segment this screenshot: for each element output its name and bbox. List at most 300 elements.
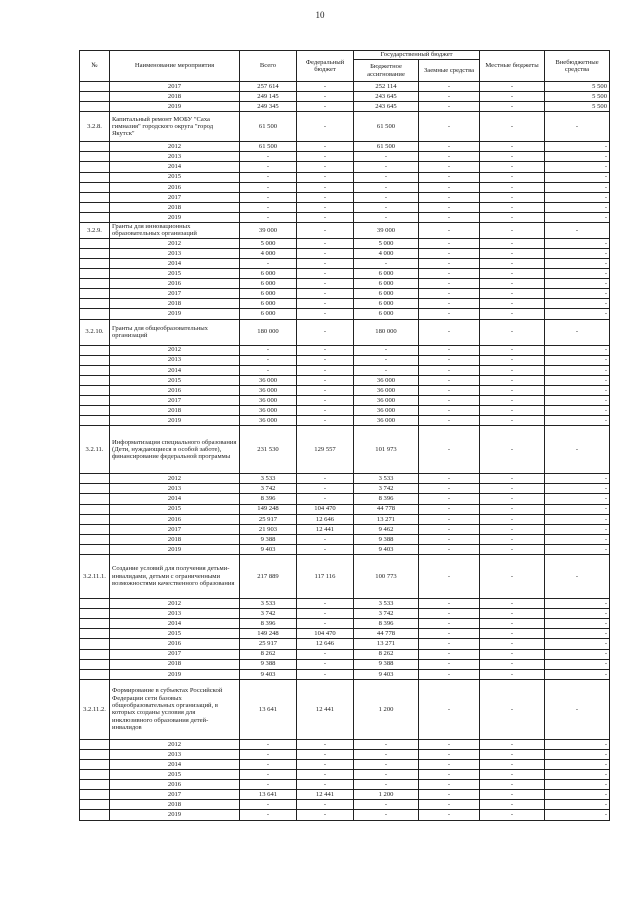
item-extra: -	[545, 679, 610, 739]
year-state-loan: -	[419, 780, 480, 790]
year-state-loan: -	[419, 162, 480, 172]
year-label: 2016	[110, 780, 240, 790]
year-extra: -	[545, 474, 610, 484]
year-total: -	[240, 212, 297, 222]
empty-num-cell	[80, 544, 110, 554]
empty-num-cell	[80, 406, 110, 416]
year-federal: -	[297, 669, 354, 679]
year-state-alloc: 61 500	[354, 142, 419, 152]
year-row	[80, 365, 610, 375]
year-state-alloc: -	[354, 345, 419, 355]
year-label: 2013	[110, 749, 240, 759]
header-total: Всего	[240, 51, 297, 82]
year-state-alloc: 36 000	[354, 396, 419, 406]
year-local: -	[480, 406, 545, 416]
year-row	[80, 192, 610, 202]
item-federal: -	[297, 112, 354, 142]
year-state-alloc: -	[354, 739, 419, 749]
year-total: 36 000	[240, 396, 297, 406]
year-total: 249 145	[240, 92, 297, 102]
year-state-alloc: 9 388	[354, 534, 419, 544]
year-state-loan: -	[419, 289, 480, 299]
year-state-alloc: 44 778	[354, 504, 419, 514]
item-state-loan: -	[419, 555, 480, 599]
empty-num-cell	[80, 504, 110, 514]
year-state-loan: -	[419, 92, 480, 102]
year-row	[80, 212, 610, 222]
year-total: 61 500	[240, 142, 297, 152]
year-extra: -	[545, 739, 610, 749]
year-label: 2018	[110, 534, 240, 544]
year-state-alloc: 8 396	[354, 619, 419, 629]
year-state-alloc: 9 462	[354, 524, 419, 534]
item-local: -	[480, 679, 545, 739]
year-total: -	[240, 749, 297, 759]
year-state-alloc: -	[354, 780, 419, 790]
year-federal: 104 470	[297, 504, 354, 514]
year-local: -	[480, 484, 545, 494]
year-total: 36 000	[240, 406, 297, 416]
year-state-loan: -	[419, 406, 480, 416]
item-state-alloc: 180 000	[354, 319, 419, 345]
year-local: -	[480, 639, 545, 649]
year-local: -	[480, 102, 545, 112]
table-body	[80, 82, 610, 821]
item-local: -	[480, 555, 545, 599]
year-state-alloc: 3 742	[354, 609, 419, 619]
year-extra: -	[545, 152, 610, 162]
empty-num-cell	[80, 609, 110, 619]
year-total: 25 917	[240, 514, 297, 524]
year-row	[80, 800, 610, 810]
year-federal: 12 441	[297, 790, 354, 800]
year-state-alloc: 9 403	[354, 544, 419, 554]
year-local: -	[480, 152, 545, 162]
year-row	[80, 172, 610, 182]
year-local: -	[480, 258, 545, 268]
item-federal: 12 441	[297, 679, 354, 739]
item-state-loan: -	[419, 426, 480, 474]
year-local: -	[480, 416, 545, 426]
year-state-alloc: -	[354, 172, 419, 182]
year-state-loan: -	[419, 248, 480, 258]
empty-num-cell	[80, 649, 110, 659]
empty-num-cell	[80, 202, 110, 212]
year-extra: -	[545, 212, 610, 222]
year-total: -	[240, 182, 297, 192]
year-state-loan: -	[419, 484, 480, 494]
year-federal: -	[297, 649, 354, 659]
year-federal: -	[297, 82, 354, 92]
year-state-alloc: 36 000	[354, 375, 419, 385]
year-local: -	[480, 92, 545, 102]
year-state-loan: -	[419, 375, 480, 385]
year-total: 3 533	[240, 599, 297, 609]
year-total: 8 262	[240, 649, 297, 659]
year-state-alloc: 1 200	[354, 790, 419, 800]
year-federal: -	[297, 279, 354, 289]
year-federal: -	[297, 248, 354, 258]
year-row	[80, 639, 610, 649]
year-total: -	[240, 152, 297, 162]
year-state-alloc: 4 000	[354, 248, 419, 258]
year-extra: -	[545, 172, 610, 182]
year-state-loan: -	[419, 669, 480, 679]
year-state-loan: -	[419, 192, 480, 202]
header-num: №	[80, 51, 110, 82]
item-number: 3.2.11.2.	[80, 679, 110, 739]
year-total: -	[240, 345, 297, 355]
empty-num-cell	[80, 152, 110, 162]
year-local: -	[480, 385, 545, 395]
item-total: 39 000	[240, 223, 297, 239]
year-federal: -	[297, 258, 354, 268]
empty-num-cell	[80, 524, 110, 534]
empty-num-cell	[80, 619, 110, 629]
empty-num-cell	[80, 780, 110, 790]
year-state-loan: -	[419, 212, 480, 222]
year-federal: -	[297, 238, 354, 248]
year-local: -	[480, 659, 545, 669]
year-local: -	[480, 770, 545, 780]
year-extra: -	[545, 659, 610, 669]
year-row	[80, 484, 610, 494]
year-total: -	[240, 810, 297, 820]
year-label: 2019	[110, 544, 240, 554]
year-federal: -	[297, 544, 354, 554]
year-total: -	[240, 800, 297, 810]
year-federal: -	[297, 416, 354, 426]
year-label: 2012	[110, 599, 240, 609]
year-state-loan: -	[419, 649, 480, 659]
year-local: -	[480, 544, 545, 554]
year-row	[80, 102, 610, 112]
year-state-alloc: 36 000	[354, 385, 419, 395]
year-total: 149 248	[240, 504, 297, 514]
year-federal: -	[297, 299, 354, 309]
year-total: -	[240, 780, 297, 790]
year-extra: -	[545, 800, 610, 810]
year-local: -	[480, 365, 545, 375]
year-label: 2012	[110, 345, 240, 355]
year-local: -	[480, 375, 545, 385]
year-state-alloc: 9 403	[354, 669, 419, 679]
year-label: 2013	[110, 248, 240, 258]
empty-num-cell	[80, 474, 110, 484]
year-local: -	[480, 238, 545, 248]
year-row	[80, 659, 610, 669]
year-row	[80, 619, 610, 629]
year-row	[80, 524, 610, 534]
year-federal: -	[297, 289, 354, 299]
year-total: 36 000	[240, 385, 297, 395]
year-total: 249 345	[240, 102, 297, 112]
year-state-loan: -	[419, 102, 480, 112]
year-total: 8 396	[240, 494, 297, 504]
year-extra: -	[545, 289, 610, 299]
year-total: 6 000	[240, 289, 297, 299]
header-local: Местные бюджеты	[480, 51, 545, 82]
year-state-loan: -	[419, 416, 480, 426]
year-state-loan: -	[419, 629, 480, 639]
year-local: -	[480, 172, 545, 182]
year-label: 2014	[110, 365, 240, 375]
empty-num-cell	[80, 739, 110, 749]
year-label: 2018	[110, 406, 240, 416]
year-row	[80, 629, 610, 639]
year-state-loan: -	[419, 385, 480, 395]
year-state-alloc: 13 271	[354, 639, 419, 649]
year-local: -	[480, 619, 545, 629]
year-label: 2018	[110, 92, 240, 102]
year-local: -	[480, 780, 545, 790]
year-row	[80, 416, 610, 426]
year-federal: -	[297, 770, 354, 780]
year-state-alloc: -	[354, 152, 419, 162]
year-federal: 12 646	[297, 514, 354, 524]
year-local: -	[480, 810, 545, 820]
year-federal: -	[297, 474, 354, 484]
year-label: 2019	[110, 102, 240, 112]
year-federal: -	[297, 172, 354, 182]
year-label: 2015	[110, 269, 240, 279]
year-row	[80, 544, 610, 554]
year-state-alloc: -	[354, 749, 419, 759]
year-label: 2016	[110, 182, 240, 192]
item-total: 13 641	[240, 679, 297, 739]
year-total: -	[240, 355, 297, 365]
year-total: -	[240, 202, 297, 212]
year-state-loan: -	[419, 182, 480, 192]
year-federal: -	[297, 385, 354, 395]
year-label: 2017	[110, 524, 240, 534]
year-total: -	[240, 162, 297, 172]
year-federal: -	[297, 406, 354, 416]
year-label: 2015	[110, 375, 240, 385]
empty-num-cell	[80, 309, 110, 319]
year-state-alloc: 243 645	[354, 102, 419, 112]
empty-num-cell	[80, 484, 110, 494]
year-label: 2017	[110, 289, 240, 299]
year-row	[80, 749, 610, 759]
empty-num-cell	[80, 669, 110, 679]
year-local: -	[480, 629, 545, 639]
year-row	[80, 375, 610, 385]
empty-num-cell	[80, 810, 110, 820]
item-name: Формирование в субъектах Российской Федерации сети базовых общеобразовательных организаций, в которых созданы условия для инклюзивного образования детей-инвалидов	[110, 679, 240, 739]
year-federal: -	[297, 494, 354, 504]
year-local: -	[480, 739, 545, 749]
year-local: -	[480, 524, 545, 534]
year-row	[80, 810, 610, 820]
year-state-loan: -	[419, 142, 480, 152]
year-row	[80, 504, 610, 514]
year-federal: -	[297, 269, 354, 279]
year-local: -	[480, 396, 545, 406]
year-local: -	[480, 142, 545, 152]
year-state-loan: -	[419, 770, 480, 780]
item-state-alloc: 39 000	[354, 223, 419, 239]
item-state-alloc: 101 973	[354, 426, 419, 474]
item-row	[80, 223, 610, 239]
year-local: -	[480, 669, 545, 679]
year-state-loan: -	[419, 494, 480, 504]
year-extra: -	[545, 182, 610, 192]
year-extra: -	[545, 669, 610, 679]
empty-num-cell	[80, 82, 110, 92]
year-state-alloc: -	[354, 800, 419, 810]
empty-num-cell	[80, 770, 110, 780]
year-label: 2018	[110, 800, 240, 810]
year-local: -	[480, 345, 545, 355]
year-state-alloc: 8 262	[354, 649, 419, 659]
year-state-alloc: 3 533	[354, 599, 419, 609]
empty-num-cell	[80, 172, 110, 182]
year-federal: 12 646	[297, 639, 354, 649]
year-label: 2017	[110, 192, 240, 202]
year-label: 2019	[110, 416, 240, 426]
header-state: Государственный бюджет	[354, 51, 480, 60]
year-total: -	[240, 759, 297, 769]
year-extra: 5 500	[545, 92, 610, 102]
year-extra: -	[545, 514, 610, 524]
empty-num-cell	[80, 396, 110, 406]
item-number: 3.2.11.	[80, 426, 110, 474]
year-extra: 5 500	[545, 82, 610, 92]
year-extra: -	[545, 504, 610, 514]
year-extra: -	[545, 396, 610, 406]
year-extra: -	[545, 365, 610, 375]
year-row	[80, 396, 610, 406]
year-label: 2017	[110, 396, 240, 406]
year-label: 2017	[110, 649, 240, 659]
year-state-alloc: 6 000	[354, 309, 419, 319]
year-state-loan: -	[419, 534, 480, 544]
year-total: 36 000	[240, 375, 297, 385]
year-label: 2014	[110, 162, 240, 172]
year-local: -	[480, 212, 545, 222]
year-row	[80, 534, 610, 544]
year-total: 5 000	[240, 238, 297, 248]
item-total: 61 500	[240, 112, 297, 142]
year-row	[80, 406, 610, 416]
year-total: 9 388	[240, 534, 297, 544]
year-total: 36 000	[240, 416, 297, 426]
year-extra: -	[545, 484, 610, 494]
item-state-alloc: 100 773	[354, 555, 419, 599]
year-local: -	[480, 309, 545, 319]
item-extra: -	[545, 426, 610, 474]
year-row	[80, 248, 610, 258]
year-label: 2014	[110, 258, 240, 268]
year-row	[80, 82, 610, 92]
year-state-alloc: 6 000	[354, 289, 419, 299]
year-total: 4 000	[240, 248, 297, 258]
empty-num-cell	[80, 212, 110, 222]
empty-num-cell	[80, 355, 110, 365]
year-label: 2017	[110, 82, 240, 92]
year-total: 13 641	[240, 790, 297, 800]
empty-num-cell	[80, 375, 110, 385]
year-extra: -	[545, 639, 610, 649]
year-extra: -	[545, 524, 610, 534]
year-total: -	[240, 770, 297, 780]
year-state-alloc: 3 742	[354, 484, 419, 494]
header-federal: Федеральный бюджет	[297, 51, 354, 82]
empty-num-cell	[80, 416, 110, 426]
year-local: -	[480, 599, 545, 609]
year-total: 6 000	[240, 269, 297, 279]
year-row	[80, 649, 610, 659]
year-total: 9 388	[240, 659, 297, 669]
year-state-alloc: 5 000	[354, 238, 419, 248]
year-state-loan: -	[419, 544, 480, 554]
item-state-alloc: 1 200	[354, 679, 419, 739]
year-federal: -	[297, 345, 354, 355]
empty-num-cell	[80, 299, 110, 309]
empty-num-cell	[80, 494, 110, 504]
year-state-loan: -	[419, 504, 480, 514]
year-extra: -	[545, 534, 610, 544]
year-state-loan: -	[419, 474, 480, 484]
item-name: Гранты для инновационных образовательных организаций	[110, 223, 240, 239]
empty-num-cell	[80, 800, 110, 810]
year-label: 2018	[110, 659, 240, 669]
year-local: -	[480, 355, 545, 365]
year-state-loan: -	[419, 639, 480, 649]
item-federal: -	[297, 319, 354, 345]
item-row	[80, 426, 610, 474]
year-state-loan: -	[419, 365, 480, 375]
year-local: -	[480, 279, 545, 289]
year-state-alloc: 252 114	[354, 82, 419, 92]
year-local: -	[480, 800, 545, 810]
year-label: 2018	[110, 299, 240, 309]
year-state-alloc: 9 388	[354, 659, 419, 669]
year-row	[80, 152, 610, 162]
item-row	[80, 555, 610, 599]
year-label: 2013	[110, 355, 240, 365]
year-row	[80, 92, 610, 102]
year-state-alloc: -	[354, 192, 419, 202]
year-state-loan: -	[419, 514, 480, 524]
empty-num-cell	[80, 790, 110, 800]
year-extra: -	[545, 248, 610, 258]
item-number: 3.2.8.	[80, 112, 110, 142]
year-label: 2012	[110, 238, 240, 248]
year-state-loan: -	[419, 810, 480, 820]
year-federal: -	[297, 749, 354, 759]
year-federal: -	[297, 396, 354, 406]
year-extra: -	[545, 279, 610, 289]
year-federal: -	[297, 142, 354, 152]
year-label: 2014	[110, 619, 240, 629]
year-federal: -	[297, 599, 354, 609]
year-state-loan: -	[419, 524, 480, 534]
year-state-loan: -	[419, 619, 480, 629]
year-label: 2015	[110, 504, 240, 514]
header-extra: Внебюджетные средства	[545, 51, 610, 82]
year-local: -	[480, 82, 545, 92]
year-state-loan: -	[419, 299, 480, 309]
year-state-alloc: -	[354, 258, 419, 268]
item-state-loan: -	[419, 112, 480, 142]
year-state-alloc: 8 396	[354, 494, 419, 504]
year-state-loan: -	[419, 309, 480, 319]
year-extra: -	[545, 629, 610, 639]
item-extra: -	[545, 112, 610, 142]
year-row	[80, 609, 610, 619]
